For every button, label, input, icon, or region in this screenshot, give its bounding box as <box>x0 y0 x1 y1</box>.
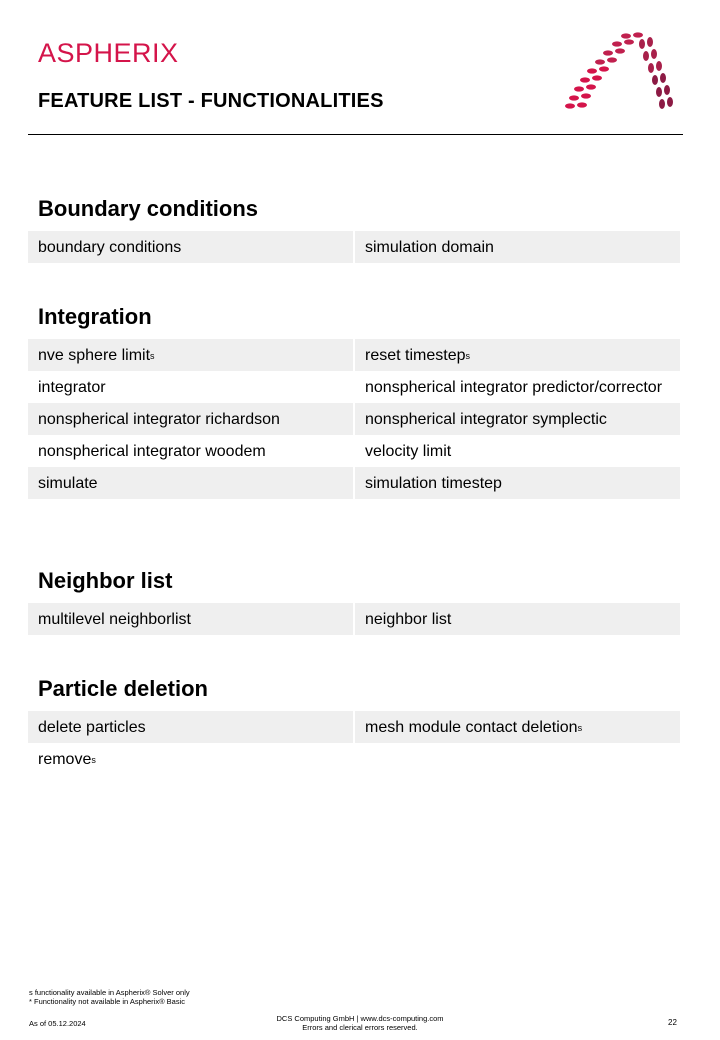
feature-cell: simulation timestep <box>355 467 680 499</box>
table-row <box>28 403 680 435</box>
table-row <box>28 339 680 371</box>
feature-cell: nonspherical integrator symplectic <box>355 403 680 435</box>
table-row <box>28 743 680 775</box>
feature-cell: reset timestep$^s$ <box>355 339 680 371</box>
feature-cell: delete particles <box>28 711 353 743</box>
section-neighbor-list <box>28 567 680 635</box>
feature-cell: simulate <box>28 467 353 499</box>
brand-logo-text: ASPHERIX <box>38 38 179 68</box>
feature-cell: simulation domain <box>355 231 680 263</box>
aspherix-logo-icon <box>560 30 680 115</box>
feature-cell: nonspherical integrator predictor/corrector <box>365 379 663 396</box>
header-divider <box>28 134 683 135</box>
feature-cell: remove$^s$ <box>38 751 96 768</box>
section-heading: Integration <box>38 304 152 329</box>
section-boundary-conditions <box>28 195 680 263</box>
table-row <box>28 711 680 743</box>
section-heading: Boundary conditions <box>38 196 258 221</box>
footnote-solver-only: s functionality available in Aspherix® Solver only <box>29 988 190 997</box>
feature-cell: nve sphere limit$^s$ <box>28 339 353 371</box>
table-row <box>28 603 680 635</box>
table-row <box>28 467 680 499</box>
footer-company <box>260 1014 460 1032</box>
table-row <box>28 231 680 263</box>
section-integration <box>28 303 680 499</box>
footnotes <box>29 988 190 1006</box>
feature-cell: nonspherical integrator richardson <box>28 403 353 435</box>
feature-cell <box>355 743 680 775</box>
table-row <box>28 435 680 467</box>
footer-date: As of 05.12.2024 <box>29 1019 86 1028</box>
table-row <box>28 371 680 403</box>
page-number: 22 <box>668 1018 677 1027</box>
feature-cell: mesh module contact deletion$^s$ <box>355 711 680 743</box>
page-title: FEATURE LIST - FUNCTIONALITIES <box>38 90 384 112</box>
section-particle-deletion <box>28 675 680 775</box>
feature-cell: nonspherical integrator woodem <box>38 443 266 460</box>
feature-cell: neighbor list <box>355 603 680 635</box>
feature-cell: integrator <box>38 379 106 396</box>
feature-cell: boundary conditions <box>28 231 353 263</box>
footer-company-line: DCS Computing GmbH | www.dcs-computing.com <box>276 1014 444 1023</box>
footer-disclaimer: Errors and clerical errors reserved. <box>302 1023 418 1032</box>
footnote-not-basic: * Functionality not available in Aspherix® Basic <box>29 997 186 1006</box>
feature-cell: velocity limit <box>365 443 452 460</box>
section-heading: Neighbor list <box>38 568 173 593</box>
section-heading: Particle deletion <box>38 676 208 701</box>
feature-cell: multilevel neighborlist <box>28 603 353 635</box>
